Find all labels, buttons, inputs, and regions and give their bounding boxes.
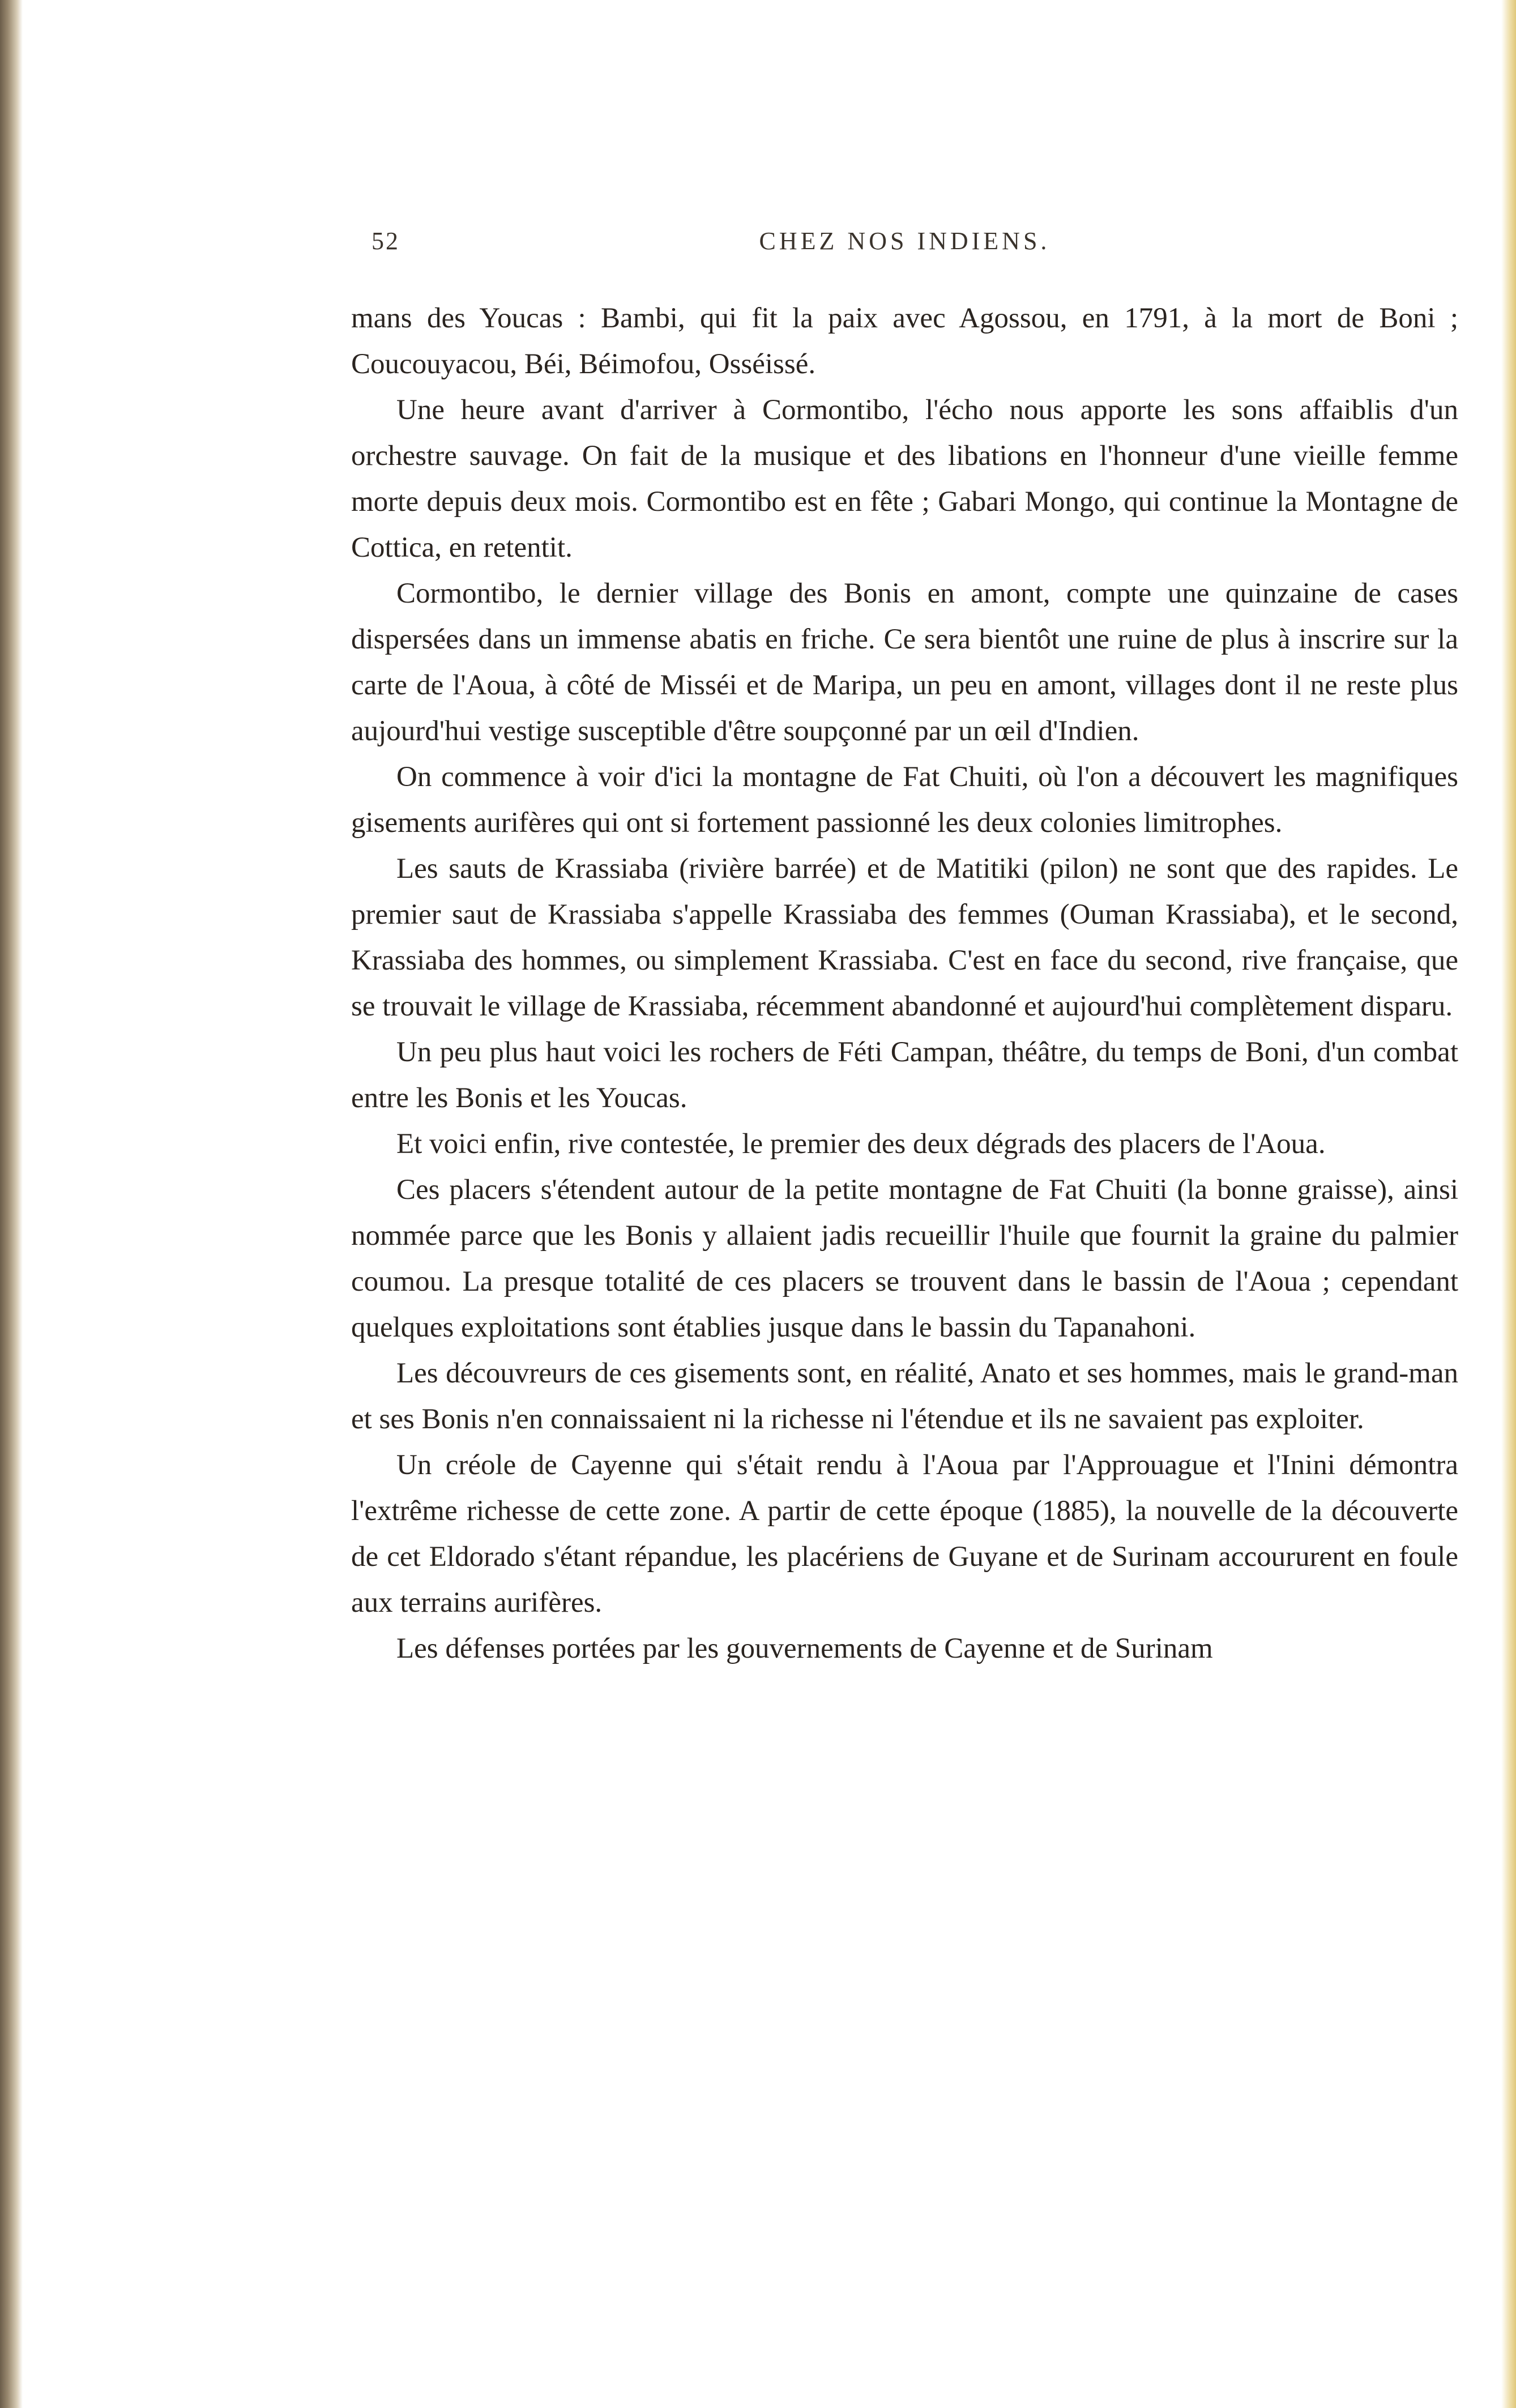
paragraph: Les défenses portées par les gouvernements de Cayenne et de Surinam bbox=[396, 1633, 1213, 1664]
page-header bbox=[351, 227, 1458, 267]
page-number: 52 bbox=[371, 227, 400, 255]
paragraph: Une heure avant d'arriver à Cormontibo, l'écho nous apporte les sons affaiblis d'un orchestre sauvage. On fait de la musique et des libations en l'honneur d'une vieille femme morte depuis deux mois. Cormontibo est en fête ; Gabari Mongo, qui continue la Montagne de Cottica, en retentit. bbox=[351, 394, 1458, 563]
paragraph: Et voici enfin, rive contestée, le premier des deux dégrads des placers de l'Aoua. bbox=[396, 1128, 1326, 1160]
paragraph: Un peu plus haut voici les rochers de Féti Campan, théâtre, du temps de Boni, d'un combat entre les Bonis et les Youcas. bbox=[351, 1036, 1458, 1114]
paragraph: Ces placers s'étendent autour de la petite montagne de Fat Chuiti (la bonne graisse), ainsi nommée parce que les Bonis y allaient jadis recueillir l'huile que fournit la graine du palmier coumou. La presque totalité de ces placers se trouvent dans le bassin de l'Aoua ; cependant quelques exploitations sont établies jusque dans le bassin du Tapanahoni. bbox=[351, 1174, 1458, 1343]
paragraph: Les découvreurs de ces gisements sont, en réalité, Anato et ses hommes, mais le grand-man et ses Bonis n'en connaissaient ni la richesse ni l'étendue et ils ne savaient pas exploiter. bbox=[351, 1357, 1458, 1435]
paragraph: Un créole de Cayenne qui s'était rendu à l'Aoua par l'Approuague et l'Inini démontra l'extrême richesse de cette zone. A partir de cette époque (1885), la nouvelle de la découverte de cet Eldorado s'étant répandue, les placériens de Guyane et de Surinam accoururent en foule aux terrains aurifères. bbox=[351, 1449, 1458, 1619]
page-body bbox=[351, 296, 1458, 1672]
scan-right-edge bbox=[1501, 0, 1516, 2408]
paragraph: Les sauts de Krassiaba (rivière barrée) et de Matitiki (pilon) ne sont que des rapides. Le premier saut de Krassiaba s'appelle Krassiaba des femmes (Ouman Krassiaba), et le second, Krassiaba des hommes, ou simplement Krassiaba. C'est en face du second, rive française, que se trouvait le village de Krassiaba, récemment abandonné et aujourd'hui complètement disparu. bbox=[351, 853, 1458, 1022]
scan-left-edge bbox=[0, 0, 23, 2408]
running-title: CHEZ NOS INDIENS. bbox=[759, 227, 1050, 255]
book-page bbox=[351, 227, 1458, 2180]
paragraph: Cormontibo, le dernier village des Bonis en amont, compte une quinzaine de cases dispersées dans un immense abatis en friche. Ce sera bientôt une ruine de plus à inscrire sur la carte de l'Aoua, à côté de Misséi et de Maripa, un peu en amont, villages dont il ne reste plus aujourd'hui vestige susceptible d'être soupçonné par un œil d'Indien. bbox=[351, 578, 1458, 747]
paragraph: mans des Youcas : Bambi, qui fit la paix avec Agossou, en 1791, à la mort de Boni ; Coucouyacou, Béi, Béimofou, Osséissé. bbox=[351, 302, 1458, 380]
paragraph: On commence à voir d'ici la montagne de Fat Chuiti, où l'on a découvert les magnifiques gisements aurifères qui ont si fortement passionné les deux colonies limitrophes. bbox=[351, 761, 1458, 839]
